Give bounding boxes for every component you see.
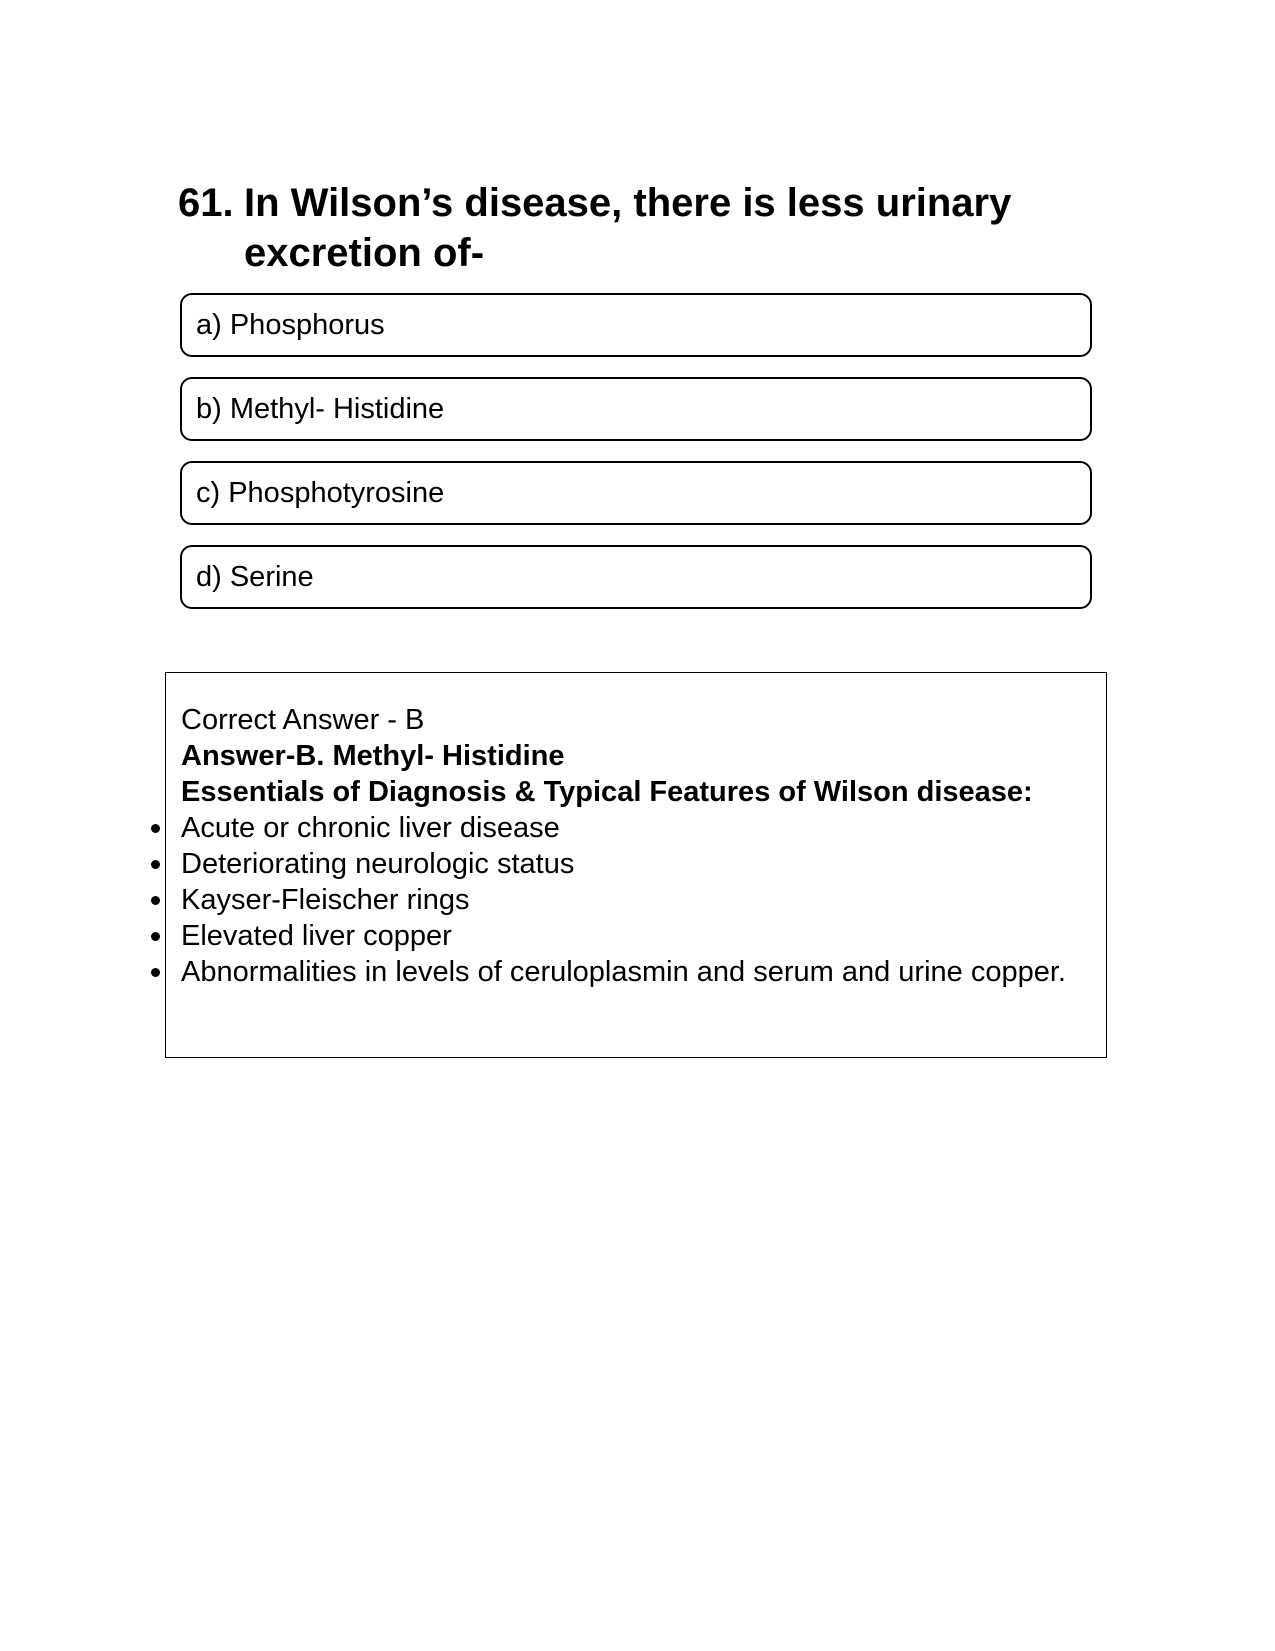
list-item: Abnormalities in levels of ceruloplasmin and serum and urine copper.: [181, 954, 1081, 990]
correct-answer-line: Correct Answer - B: [181, 704, 425, 736]
answer-line: Answer-B. Methyl- Histidine: [181, 740, 565, 772]
question-text: In Wilson’s disease, there is less urinary excretion of-: [244, 181, 1012, 275]
option-d-label: d) Serine: [196, 561, 314, 593]
option-b-label: b) Methyl- Histidine: [196, 393, 445, 425]
list-item: Deteriorating neurologic status: [181, 846, 1081, 882]
option-b[interactable]: [180, 377, 1092, 441]
features-list: [181, 810, 1081, 990]
option-c-label: c) Phosphotyrosine: [196, 477, 445, 509]
option-d[interactable]: [180, 545, 1092, 609]
explanation-heading: Essentials of Diagnosis & Typical Features of Wilson disease:: [181, 776, 1033, 808]
question-heading: [178, 178, 1078, 278]
option-a-label: a) Phosphorus: [196, 309, 385, 341]
option-a[interactable]: [180, 293, 1092, 357]
answer-content: [181, 702, 1081, 990]
list-item: Kayser-Fleischer rings: [181, 882, 1081, 918]
option-c[interactable]: [180, 461, 1092, 525]
list-item: Elevated liver copper: [181, 918, 1081, 954]
list-item: Acute or chronic liver disease: [181, 810, 1081, 846]
question-number: 61.: [178, 181, 234, 225]
